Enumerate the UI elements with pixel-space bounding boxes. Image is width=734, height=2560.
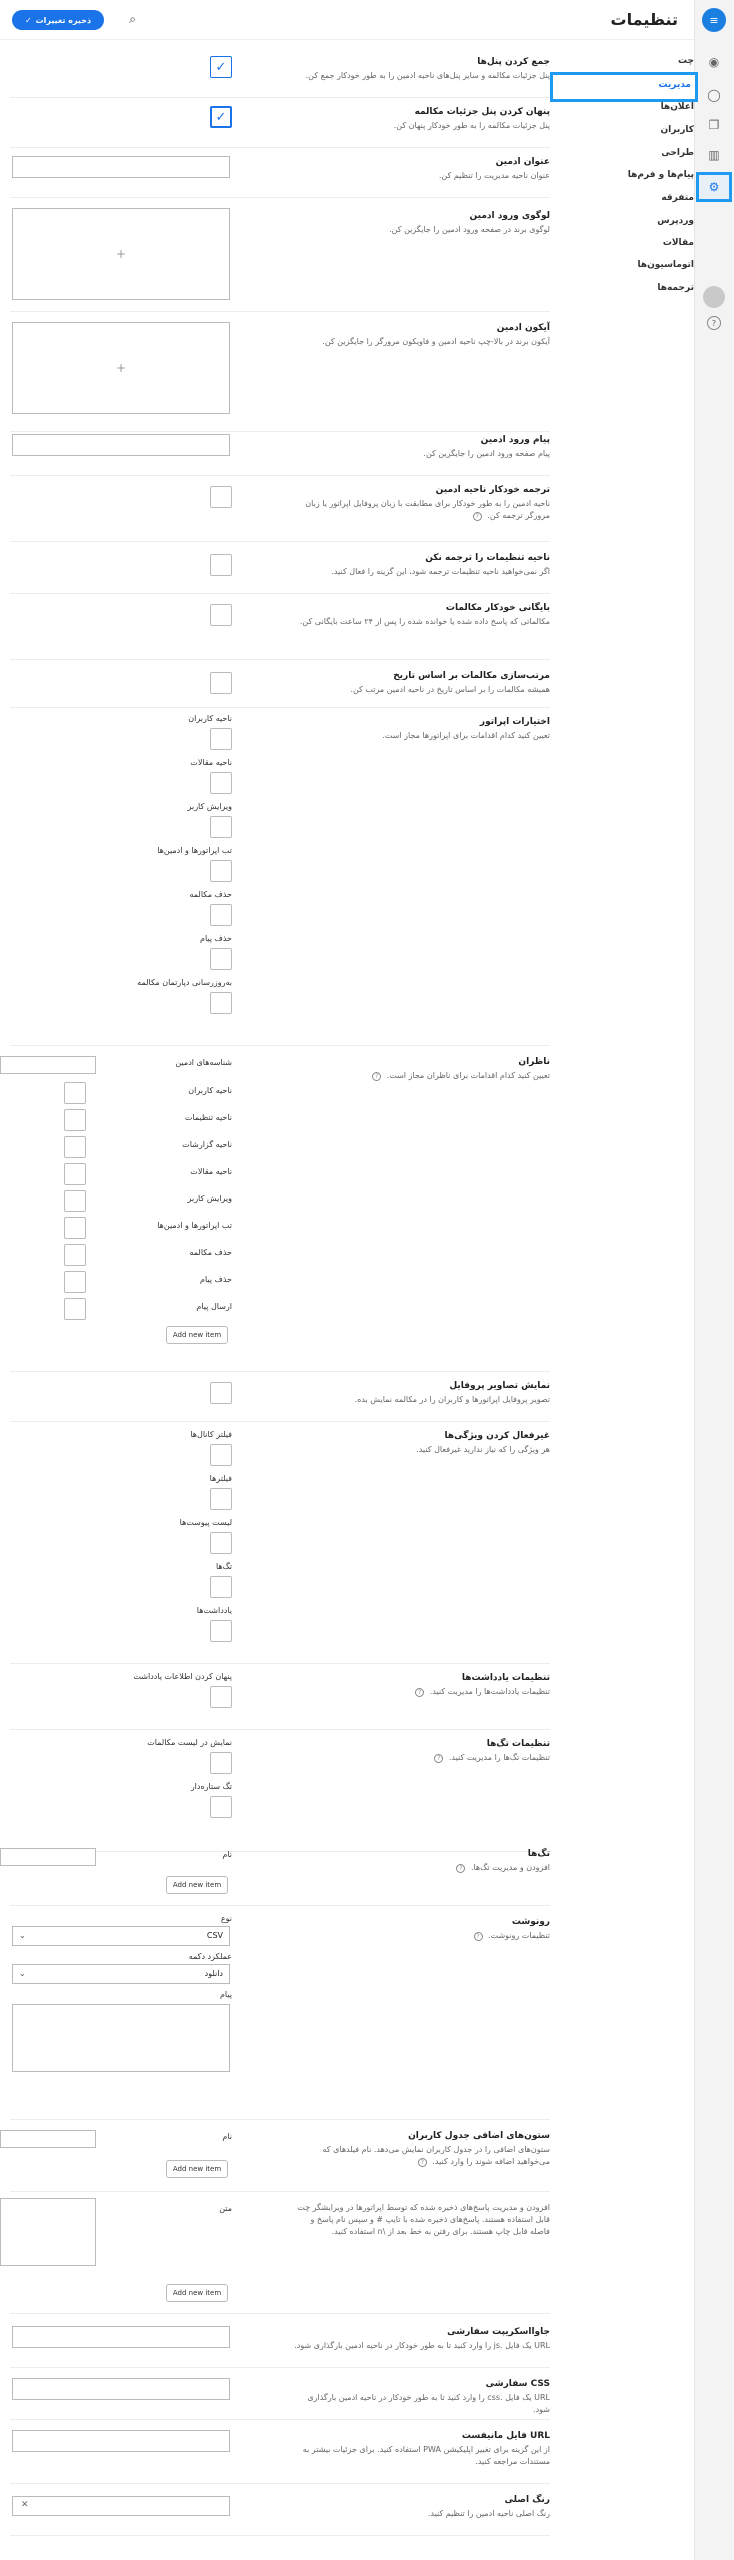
setting-desc: ناحیه ادمین را به طور خودکار برای مطابقت با زبان پروفایل اپراتور یا زبان مرورگر ترجمه کن. [305, 499, 550, 520]
setting-admin-login-message [10, 430, 550, 476]
admin-icon-upload[interactable]: + [12, 322, 230, 414]
perm-checkbox[interactable] [210, 772, 232, 794]
sup-label: ویرایش کاربر [187, 1194, 232, 1203]
help-icon[interactable]: ? [415, 1688, 424, 1697]
setting-show-profile-images [10, 1376, 550, 1422]
copy-icon[interactable]: ❐ [708, 118, 720, 132]
perm-label: ناحیه کاربران [188, 714, 232, 723]
message-label: پیام [219, 1990, 232, 1999]
setting-desc: افزودن و مدیریت پاسخ‌های ذخیره شده که توسط اپراتورها در ویرایشگر چت قابل استفاده هستند. پاسخ‌های ذخیره شده با تایپ # و سپس نام پاسخ و فاصله قابل چاپ هستند. برای رفتن به خط بعد از \n استفاده کنید. [297, 2203, 550, 2236]
setting-extra-user-columns [10, 2126, 550, 2192]
settings-icon[interactable]: ⚙ [696, 172, 732, 202]
hide-details-checkbox[interactable]: ✓ [210, 106, 232, 128]
notes-checkbox[interactable] [210, 1686, 232, 1708]
add-item-button[interactable]: Add new item [166, 1326, 228, 1344]
help-icon[interactable]: ? [434, 1754, 443, 1763]
tag-name-input[interactable] [0, 1848, 96, 1866]
clear-icon[interactable]: ✕ [21, 2500, 29, 2510]
sup-checkbox[interactable] [64, 1163, 86, 1185]
logo-icon[interactable] [702, 8, 726, 32]
chevron-down-icon: ⌄ [19, 1931, 26, 1940]
setting-desc: هر ویژگی را که نیاز ندارید غیرفعال کنید. [416, 1445, 550, 1454]
type-select[interactable] [12, 1926, 230, 1946]
help-icon[interactable]: ? [474, 1932, 483, 1941]
perm-label: حذف پیام [199, 934, 232, 943]
setting-title: رنگ اصلی [504, 2495, 550, 2505]
sup-checkbox[interactable] [64, 1298, 86, 1320]
setting-title: نمایش تصاویر پروفایل [449, 1381, 550, 1391]
nav-item-design[interactable]: طراحی [661, 148, 694, 158]
nav-item-articles[interactable]: مقالات [662, 238, 694, 248]
feature-checkbox[interactable] [210, 1576, 232, 1598]
feature-checkbox[interactable] [210, 1444, 232, 1466]
setting-desc: اگر نمی‌خواهید ناحیه تنظیمات ترجمه شود، این گزینه را فعال کنید. [331, 567, 550, 576]
setting-tags-settings [10, 1734, 550, 1852]
setting-desc: آیکون برند در بالا-چپ ناحیه ادمین و فاویکون مرورگر را جایگزین کن. [322, 337, 550, 346]
tags-option-checkbox[interactable] [210, 1796, 232, 1818]
chart-icon[interactable]: ▥ [708, 148, 720, 162]
setting-auto-archive [10, 598, 550, 660]
sup-label: تب اپراتورها و ادمین‌ها [157, 1221, 232, 1230]
perm-label: تب اپراتورها و ادمین‌ها [157, 846, 232, 855]
help-icon[interactable]: ? [473, 512, 482, 521]
setting-desc: همیشه مکالمات را بر اساس تاریخ در ناحیه ادمین مرتب کن. [350, 685, 550, 694]
tag-name-label: نام [222, 1850, 232, 1859]
primary-color-input[interactable] [12, 2496, 230, 2516]
login-message-input[interactable] [12, 434, 230, 456]
check-icon: ✓ [24, 15, 32, 25]
sup-checkbox[interactable] [64, 1190, 86, 1212]
perm-checkbox[interactable] [210, 904, 232, 926]
setting-desc: لوگوی برند در صفحه ورود ادمین را جایگزین کن. [389, 225, 550, 234]
action-value: دانلود [204, 1969, 223, 1978]
settings-nav [550, 40, 694, 2560]
sup-label: ناحیه مقالات [190, 1167, 232, 1176]
setting-title: غیرفعال کردن ویژگی‌ها [444, 1431, 550, 1441]
sup-checkbox[interactable] [64, 1136, 86, 1158]
setting-desc: URL یک فایل .js را وارد کنید تا به طور خودکار در ناحیه ادمین بارگذاری شود. [294, 2341, 550, 2350]
setting-disable-features [10, 1426, 550, 1664]
perm-checkbox[interactable] [210, 728, 232, 750]
feature-checkbox[interactable] [210, 1488, 232, 1510]
setting-manifest-url [10, 2426, 550, 2484]
setting-admin-icon [10, 318, 550, 432]
auto-translate-checkbox[interactable] [210, 486, 232, 508]
setting-sort-by-date [10, 666, 550, 708]
setting-desc: پنل جزئیات مکالمه را به طور خودکار پنهان کن. [393, 121, 550, 130]
reply-text-label: متن [219, 2204, 232, 2213]
sup-checkbox[interactable] [64, 1271, 86, 1293]
setting-desc: افزودن و مدیریت تگ‌ها. [470, 1863, 550, 1872]
setting-tags [10, 1844, 550, 1906]
setting-title: جاوااسکریپت سفارشی [447, 2327, 550, 2337]
setting-admin-login-logo [10, 206, 550, 312]
tags-option-checkbox[interactable] [210, 1752, 232, 1774]
setting-admin-title [10, 152, 550, 198]
perm-label: به‌روزرسانی دپارتمان مکالمه [137, 978, 232, 987]
type-value: CSV [206, 1931, 223, 1940]
setting-supervisors [10, 1052, 550, 1372]
admin-title-input[interactable] [12, 156, 230, 178]
profile-images-checkbox[interactable] [210, 1382, 232, 1404]
custom-css-input[interactable] [12, 2378, 230, 2400]
nav-item-wordpress[interactable]: وردپرس [657, 216, 694, 226]
nav-item-automations[interactable]: اتوماسیون‌ها [637, 260, 694, 270]
sup-checkbox[interactable] [64, 1109, 86, 1131]
help-icon[interactable]: ? [418, 2158, 427, 2167]
nav-item-admin[interactable]: مدیریت [550, 72, 698, 102]
chat-icon[interactable]: ◉ [708, 55, 720, 69]
transcript-message-textarea[interactable] [12, 2004, 230, 2072]
setting-title: ناحیه تنظیمات را ترجمه نکن [425, 553, 550, 563]
setting-operator-permissions [10, 712, 550, 1046]
add-column-button[interactable]: Add new item [166, 2160, 228, 2178]
page-title: تنظیمات [610, 10, 678, 29]
admin-ids-label: شناسه‌های ادمین [175, 1058, 232, 1067]
setting-desc: پیام صفحه ورود ادمین را جایگزین کن. [423, 449, 550, 458]
setting-auto-translate-admin [10, 480, 550, 542]
setting-title: عنوان ادمین [495, 157, 550, 167]
setting-desc: از این گزینه برای تغییر اپلیکیشن PWA استفاده کنید. برای جزئیات بیشتر به مستندات مراجعه کنید. [302, 2445, 550, 2466]
auto-archive-checkbox[interactable] [210, 604, 232, 626]
header [0, 0, 694, 40]
action-label: عملکرد دکمه [188, 1952, 232, 1961]
collect-panels-checkbox[interactable]: ✓ [210, 56, 232, 78]
nav-item-users[interactable]: کاربران [660, 125, 694, 135]
perm-label: حذف مکالمه [189, 890, 232, 899]
chevron-down-icon: ⌄ [19, 1969, 26, 1978]
feature-checkbox[interactable] [210, 1532, 232, 1554]
nav-item-translations[interactable]: ترجمه‌ها [657, 283, 694, 293]
nav-item-chat[interactable]: چت [677, 56, 694, 66]
setting-title: URL فایل مانیفست [461, 2431, 550, 2441]
perm-checkbox[interactable] [210, 860, 232, 882]
setting-notes [10, 1668, 550, 1730]
column-name-label: نام [222, 2132, 232, 2141]
sup-checkbox[interactable] [64, 1244, 86, 1266]
sup-label: ناحیه تنظیمات [184, 1113, 232, 1122]
save-button-label: ذخیره تغییرات [35, 15, 92, 25]
perm-checkbox[interactable] [210, 948, 232, 970]
search-icon[interactable]: ⌕ [129, 12, 136, 26]
setting-saved-replies [10, 2196, 550, 2314]
sup-checkbox[interactable] [64, 1082, 86, 1104]
help-icon[interactable]: ? [707, 316, 721, 330]
sup-checkbox[interactable] [64, 1217, 86, 1239]
feature-checkbox[interactable] [210, 1620, 232, 1642]
setting-desc: رنگ اصلی ناحیه ادمین را تنظیم کنید. [427, 2509, 550, 2518]
setting-title: ناظران [518, 1057, 550, 1067]
login-logo-upload[interactable]: + [12, 208, 230, 300]
tags-option-label: نمایش در لیست مکالمات [147, 1738, 232, 1747]
feature-label: فیلتر کانال‌ها [190, 1430, 232, 1439]
setting-desc: تصویر پروفایل اپراتورها و کاربران را در مکالمه نمایش بده. [354, 1395, 550, 1404]
add-reply-button[interactable]: Add new item [166, 2284, 228, 2302]
setting-custom-css [10, 2374, 550, 2420]
setting-desc: پنل جزئیات مکالمه و سایر پنل‌های ناحیه ادمین را به طور خودکار جمع کن. [305, 71, 550, 80]
setting-desc: تنظیمات یادداشت‌ها را مدیریت کنید. [429, 1687, 550, 1696]
setting-title: لوگوی ورود ادمین [469, 211, 550, 221]
setting-primary-color [10, 2490, 550, 2536]
setting-title: ترجمه خودکار ناحیه ادمین [435, 485, 550, 495]
icon-rail [694, 0, 734, 2560]
column-name-input[interactable] [0, 2130, 96, 2148]
settings-main [0, 40, 550, 2560]
setting-title: CSS سفارشی [485, 2379, 550, 2389]
logo-glyph: ≡ [709, 13, 719, 27]
setting-title: مرتب‌سازی مکالمات بر اساس تاریخ [393, 671, 550, 681]
perm-label: ناحیه مقالات [190, 758, 232, 767]
sup-label: ارسال پیام [196, 1302, 232, 1311]
setting-title: پیام ورود ادمین [480, 435, 550, 445]
setting-title: آیکون ادمین [496, 323, 550, 333]
setting-collect-panels [10, 52, 550, 98]
setting-desc: مکالماتی که پاسخ داده شده یا خوانده شده را پس از ۲۴ ساعت بایگانی کن. [299, 617, 550, 626]
tags-option-label: تگ ستاره‌دار [190, 1782, 232, 1791]
sup-label: حذف پیام [199, 1275, 232, 1284]
sup-label: حذف مکالمه [189, 1248, 232, 1257]
setting-title: رونوشت [511, 1917, 550, 1927]
setting-title: جمع کردن پنل‌ها [477, 57, 550, 67]
avatar[interactable] [703, 286, 725, 308]
setting-transcript [10, 1912, 550, 2120]
feature-label: لیست پیوست‌ها [179, 1518, 232, 1527]
setting-desc: تنظیمات تگ‌ها را مدیریت کنید. [448, 1753, 550, 1762]
feature-label: تگ‌ها [215, 1562, 232, 1571]
perm-checkbox[interactable] [210, 816, 232, 838]
setting-desc: URL یک فایل .css را وارد کنید تا به طور خودکار در ناحیه ادمین بارگذاری شود. [307, 2393, 550, 2414]
setting-desc: ستون‌های اضافی را در جدول کاربران نمایش می‌دهد. نام فیلدهای که می‌خواهید اضافه شوند را وارد کنید. [322, 2145, 550, 2166]
setting-custom-js [10, 2322, 550, 2368]
perm-checkbox[interactable] [210, 992, 232, 1014]
type-label: نوع [220, 1914, 232, 1923]
sup-label: ناحیه گزارشات [182, 1140, 232, 1149]
no-translate-checkbox[interactable] [210, 554, 232, 576]
nav-item-notifications[interactable]: اعلان‌ها [660, 102, 694, 112]
setting-title: تنظیمات تگ‌ها [486, 1739, 550, 1749]
setting-desc: تعیین کنید کدام اقدامات برای اپراتورها مجاز است. [382, 731, 550, 740]
setting-desc: عنوان ناحیه مدیریت را تنظیم کن. [438, 171, 550, 180]
nav-item-messages-forms[interactable]: پیام‌ها و فرم‌ها [627, 170, 694, 180]
admin-ids-input[interactable] [0, 1056, 96, 1074]
setting-desc: تنظیمات رونوشت. [488, 1931, 550, 1940]
feature-label: فیلترها [209, 1474, 232, 1483]
feature-label: یادداشت‌ها [196, 1606, 232, 1615]
reply-text-textarea[interactable] [0, 2198, 96, 2266]
add-tag-button[interactable]: Add new item [166, 1876, 228, 1894]
perm-label: ویرایش کاربر [187, 802, 232, 811]
action-select[interactable] [12, 1964, 230, 1984]
setting-no-translate-settings [10, 548, 550, 594]
nav-item-misc[interactable]: متفرقه [661, 193, 694, 203]
help-icon[interactable]: ? [456, 1864, 465, 1873]
sup-label: ناحیه کاربران [188, 1086, 232, 1095]
user-icon[interactable]: ◯ [707, 88, 721, 102]
setting-title: تنظیمات یادداشت‌ها [461, 1673, 550, 1683]
manifest-url-input[interactable] [12, 2430, 230, 2452]
setting-title: پنهان کردن پنل جزئیات مکالمه [414, 107, 550, 117]
setting-title: اختیارات اپراتور [479, 717, 550, 727]
save-button[interactable] [12, 10, 104, 30]
setting-hide-details-panel [10, 102, 550, 148]
setting-title: ستون‌های اضافی جدول کاربران [408, 2131, 550, 2141]
sort-by-date-checkbox[interactable] [210, 672, 232, 694]
setting-title: بایگانی خودکار مکالمات [445, 603, 550, 613]
custom-js-input[interactable] [12, 2326, 230, 2348]
setting-title: تگ‌ها [527, 1849, 550, 1859]
notes-label: پنهان کردن اطلاعات یادداشت [133, 1672, 232, 1681]
setting-desc: تعیین کنید کدام اقدامات برای ناظران مجاز است. [386, 1071, 550, 1080]
help-icon[interactable]: ? [372, 1072, 381, 1081]
